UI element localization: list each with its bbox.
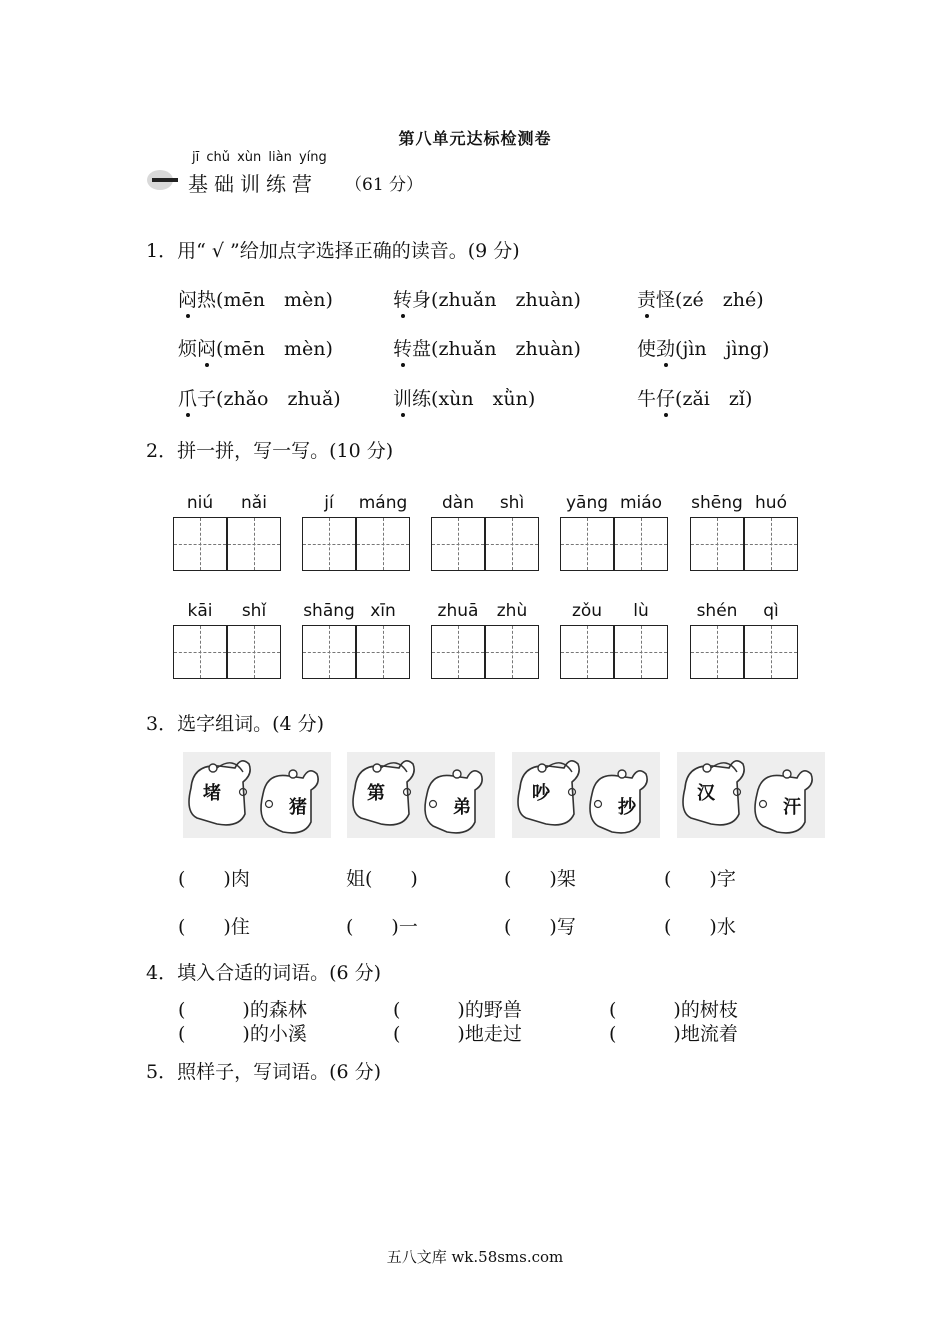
reading-char: 转	[393, 285, 412, 312]
pinyin-label: niú	[186, 493, 214, 513]
phrase-blank: ( )的野兽	[393, 999, 522, 1021]
question-2-label: 2．拼一拼，写一写。(10 分)	[146, 440, 394, 462]
writing-box	[690, 625, 744, 679]
mitten-char: 猪	[289, 797, 307, 818]
writing-box	[431, 517, 485, 571]
writing-box	[173, 625, 227, 679]
writing-box	[356, 625, 410, 679]
pinyin-label: shǐ	[241, 601, 267, 621]
pinyin-label: shēng	[691, 493, 743, 513]
section-badge-icon	[146, 168, 182, 192]
reading-item	[178, 334, 333, 361]
phrase-blank: ( )的森林	[178, 999, 307, 1021]
reading-char: 盘	[412, 338, 432, 360]
reading-options: (xùn xǜn)	[431, 388, 536, 410]
reading-item	[178, 384, 341, 411]
writing-box	[744, 625, 798, 679]
writing-box	[356, 517, 410, 571]
mitten-char: 汉	[697, 783, 715, 804]
pinyin-label: zhuā	[437, 601, 479, 621]
pinyin-label: lù	[633, 601, 649, 621]
writing-box	[227, 517, 281, 571]
word-blank: ( )写	[504, 916, 576, 938]
pinyin-label: zhù	[496, 601, 528, 621]
writing-box	[560, 625, 614, 679]
reading-options: (zhuǎn zhuàn)	[431, 338, 581, 360]
section-title: 基础训练营	[188, 172, 318, 196]
word-blank: ( )架	[504, 868, 576, 890]
pinyin-label: kāi	[187, 601, 213, 621]
pinyin-label: huó	[755, 493, 787, 513]
word-blank: ( )肉	[178, 868, 250, 890]
word-blank: 姐( )	[346, 868, 418, 890]
pinyin-label: miáo	[619, 493, 663, 513]
reading-char: 闷	[197, 334, 216, 361]
reading-char: 烦	[178, 338, 198, 360]
reading-options: (zǎi zǐ)	[675, 388, 753, 410]
reading-options: (mēn mèn)	[216, 338, 333, 360]
pinyin-label: shén	[696, 601, 738, 621]
writing-box	[485, 625, 539, 679]
word-blank: ( )水	[664, 916, 736, 938]
reading-char: 转	[393, 334, 412, 361]
writing-box	[560, 517, 614, 571]
reading-char: 子	[197, 388, 217, 410]
pinyin-label: shì	[499, 493, 525, 513]
pinyin-label: qì	[763, 601, 779, 621]
reading-char: 训	[393, 384, 412, 411]
mitten-char: 弟	[453, 797, 471, 818]
reading-char: 热	[197, 289, 217, 311]
reading-char: 闷	[178, 285, 197, 312]
pinyin-label: shāng	[303, 601, 355, 621]
reading-char: 使	[637, 338, 657, 360]
writing-box	[614, 625, 668, 679]
reading-options: (mēn mèn)	[216, 289, 333, 311]
reading-item	[393, 285, 581, 312]
reading-item	[393, 334, 581, 361]
reading-item	[393, 384, 535, 411]
reading-char: 爪	[178, 384, 197, 411]
word-blank: ( )住	[178, 916, 250, 938]
mitten-char: 第	[367, 783, 385, 804]
reading-options: (jìn jìng)	[675, 338, 770, 360]
phrase-blank: ( )地走过	[393, 1023, 522, 1045]
pinyin-label: zǒu	[571, 601, 603, 621]
pinyin-label: jí	[324, 493, 334, 513]
reading-options: (zhǎo zhuǎ)	[216, 388, 341, 410]
reading-item	[178, 285, 333, 312]
pinyin-label: xīn	[370, 601, 396, 621]
writing-box	[173, 517, 227, 571]
reading-options: (zé zhé)	[675, 289, 764, 311]
mitten-char: 抄	[618, 797, 636, 818]
pinyin-label: yāng	[565, 493, 609, 513]
pinyin-label: nǎi	[241, 493, 267, 513]
section-pinyin: jī chǔ xùn liàn yíng	[192, 150, 327, 165]
reading-char: 责	[637, 285, 656, 312]
question-4-label: 4．填入合适的词语。(6 分)	[146, 962, 382, 984]
writing-box	[614, 517, 668, 571]
writing-box	[690, 517, 744, 571]
word-blank: ( )一	[346, 916, 418, 938]
page-title: 第八单元达标检测卷	[398, 129, 552, 148]
reading-char: 劲	[656, 334, 675, 361]
mitten-char: 汗	[783, 797, 801, 818]
question-3-label: 3．选字组词。(4 分)	[146, 713, 325, 735]
mitten-char: 堵	[203, 783, 221, 804]
word-blank: ( )字	[664, 868, 736, 890]
phrase-blank: ( )的小溪	[178, 1023, 307, 1045]
footer-watermark: 五八文库 wk.58sms.com	[386, 1248, 564, 1266]
pinyin-label: máng	[358, 493, 408, 513]
reading-item	[637, 285, 764, 312]
writing-box	[744, 517, 798, 571]
writing-box	[302, 625, 356, 679]
mitten-char: 吵	[532, 783, 550, 804]
question-1-label: 1．用“ √ ”给加点字选择正确的读音。(9 分)	[146, 240, 520, 262]
reading-item	[637, 384, 752, 411]
reading-char: 牛	[637, 388, 657, 410]
section-score: （61 分）	[345, 175, 424, 195]
reading-item	[637, 334, 769, 361]
reading-char: 练	[412, 388, 432, 410]
phrase-blank: ( )的树枝	[609, 999, 738, 1021]
reading-char: 怪	[656, 289, 676, 311]
writing-box	[485, 517, 539, 571]
writing-box	[227, 625, 281, 679]
writing-box	[431, 625, 485, 679]
phrase-blank: ( )地流着	[609, 1023, 738, 1045]
writing-box	[302, 517, 356, 571]
reading-options: (zhuǎn zhuàn)	[431, 289, 581, 311]
reading-char: 身	[412, 289, 432, 311]
question-5-label: 5．照样子，写词语。(6 分)	[146, 1061, 382, 1083]
pinyin-label: dàn	[442, 493, 474, 513]
reading-char: 仔	[656, 384, 675, 411]
